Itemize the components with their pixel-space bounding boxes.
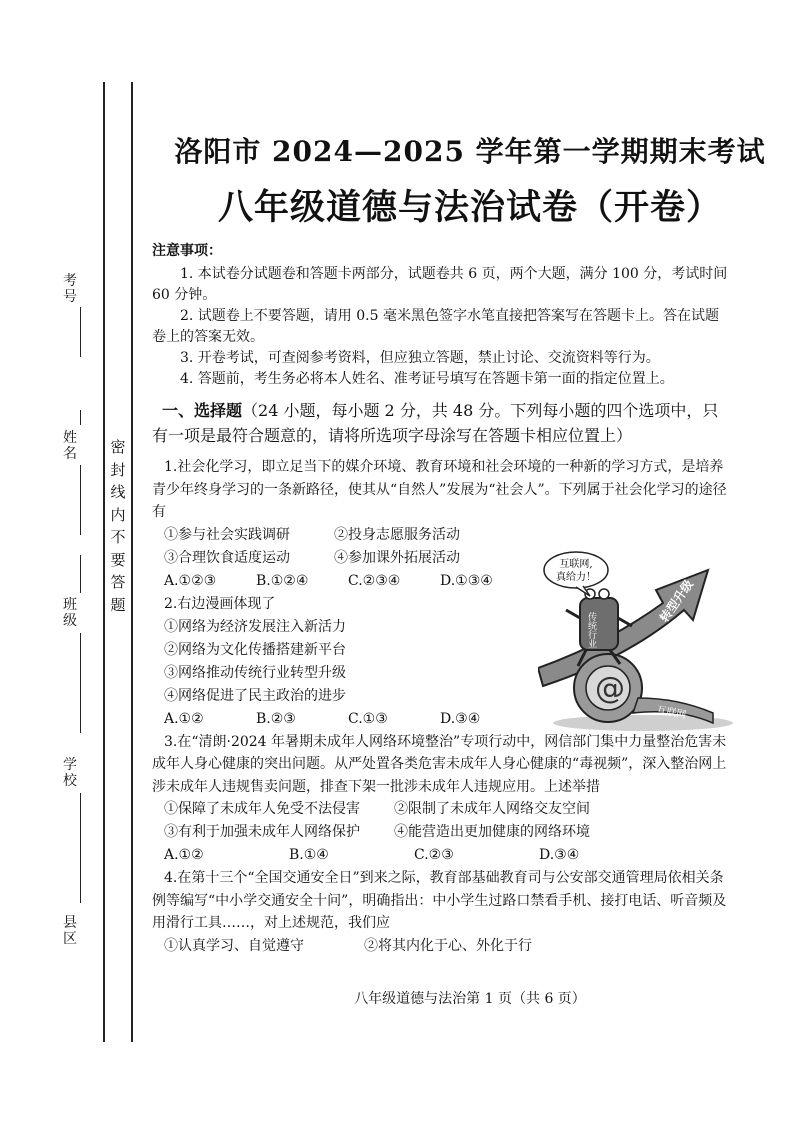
question-1-stem: 1.社会化学习，即立足当下的媒介环境、教育环境和社会环境的一种新的学习方式，是培养青少年终身学习的一条新路径，使其从“自然人”发展为“社会人”。下列属于社会化学习的途径有 <box>152 459 727 520</box>
note-item: 1. 本试卷分试题卷和答题卡两部分，试题卷共 6 页，两个大题，满分 100 分，考试时间 60 分钟。 <box>152 266 728 303</box>
note-item: 2. 试题卷上不要答题，请用 0.5 毫米黑色签字水笔直接把答案写在答题卡上。答在试题卷上的答案无效。 <box>152 308 719 345</box>
question-4-statements <box>152 935 732 958</box>
statement: ③合理饮食适度运动 <box>164 549 290 566</box>
statement: ①保障了未成年人免受不法侵害 <box>164 801 360 817</box>
field-line <box>80 465 81 535</box>
field-label: 姓名 <box>63 430 77 462</box>
choice: B.②③ <box>256 710 296 727</box>
notes-heading: 注意事项： <box>152 243 222 259</box>
question-4-stem: 4.在第十三个“全国交通安全日”到来之际，教育部基础教育司与公安部交通管理局依相关条例等编写“中小学交通安全十问”，明确指出：中小学生过路口禁看手机、接打电话、听音频及用滑行工具……，对上述规范，我们应 <box>152 870 727 931</box>
choice: B.①④ <box>289 847 329 863</box>
field-school <box>50 735 92 910</box>
character-eye <box>599 589 609 599</box>
field-line <box>80 555 81 593</box>
arrow-label: 转型升级 <box>656 577 696 625</box>
exam-subtitle: 八年级道德与法治试卷（开卷） <box>217 187 722 228</box>
statement: ②将其内化于心、外化于行 <box>364 937 532 954</box>
binding-line-inner <box>131 82 133 1042</box>
choice: A.①② <box>164 710 204 727</box>
field-line <box>80 307 81 357</box>
choice: A.①② <box>164 847 204 863</box>
statement: ②网络为文化传播搭建新平台 <box>164 641 346 658</box>
statement: ②投身志愿服务活动 <box>334 526 460 543</box>
field-exam-number <box>50 265 92 360</box>
field-line <box>80 410 81 425</box>
binding-line-outer <box>103 82 105 1042</box>
statement: ②限制了未成年人网络交友空间 <box>394 801 590 817</box>
statement: ③有利于加强未成年人网络保护 <box>164 824 360 840</box>
choice: C.②③④ <box>348 572 401 589</box>
page-footer: 八年级道德与法治第 1 页（共 6 页） <box>354 991 586 1007</box>
note-item: 4. 答题前，考生务必将本人姓名、准考证号填写在答题卡第一面的指定位置上。 <box>180 371 674 387</box>
question-3-choices <box>152 844 732 867</box>
section-title: 一、选择题 <box>162 401 243 420</box>
internet-cartoon-illustration <box>538 548 738 733</box>
note-item: 3. 开卷考试，可查阅参考资料，但应独立答题，禁止讨论、交流资料等行为。 <box>180 350 660 366</box>
choice: A.①②③ <box>164 572 217 589</box>
field-name <box>50 410 92 540</box>
question-1-statements <box>152 524 732 547</box>
choice: D.③④ <box>539 847 580 863</box>
statement: ①网络为经济发展注入新活力 <box>164 618 346 635</box>
roll-label: 互联网 <box>655 705 687 722</box>
statement: ④能营造出更加健康的网络环境 <box>394 824 590 840</box>
question-2-stem: 2.右边漫画体现了 <box>164 595 276 612</box>
question-3-stem: 3.在“清朗·2024 年暑期未成年人网络环境整治”专项行动中，网信部门集中力量整治危害未成年人身心健康的突出问题。从严处置各类危害未成年人身心健康的“毒视频”，深入整治网上涉未成年人违规售卖问题，排查下架一批涉未成年人违规应用。上述举措 <box>152 733 727 795</box>
section-description: （24 小题，每小题 2 分，共 48 分。下列每小题的四个选项中，只有一项是最符合题意的，请将所选项字母涂写在答题卡相应位置上） <box>152 401 719 445</box>
field-label: 学校 <box>63 757 77 789</box>
field-line <box>80 793 81 903</box>
field-label: 考号 <box>63 273 77 305</box>
question-3-statements <box>152 798 732 821</box>
speech-line: 真给力！ <box>556 572 596 583</box>
choice: D.①③④ <box>440 572 493 589</box>
field-label: 县区 <box>63 915 77 947</box>
question-3-statements <box>152 821 732 844</box>
character-label: 传统行业 <box>586 612 596 648</box>
field-label: 班级 <box>63 597 77 629</box>
statement: ①认真学习、自觉遵守 <box>164 937 304 954</box>
statement: ④网络促进了民主政治的进步 <box>164 687 346 704</box>
choice: C.①③ <box>348 710 388 727</box>
speech-line: 互联网, <box>559 559 593 570</box>
statement: ④参加课外拓展活动 <box>334 549 460 566</box>
choice: D.③④ <box>440 710 481 727</box>
choice: C.②③ <box>414 847 454 863</box>
section-heading <box>152 398 732 448</box>
exam-title: 洛阳市 2024—2025 学年第一学期期末考试 <box>174 135 766 168</box>
field-county <box>50 915 92 955</box>
seal-line-notice: 密封线内不要答题 <box>110 438 126 614</box>
at-symbol-icon: @ <box>595 671 625 706</box>
field-class <box>50 555 92 745</box>
choice: B.①②④ <box>256 572 309 589</box>
statement: ③网络推动传统行业转型升级 <box>164 664 346 681</box>
statement: ①参与社会实践调研 <box>164 526 290 543</box>
field-line <box>80 633 81 733</box>
